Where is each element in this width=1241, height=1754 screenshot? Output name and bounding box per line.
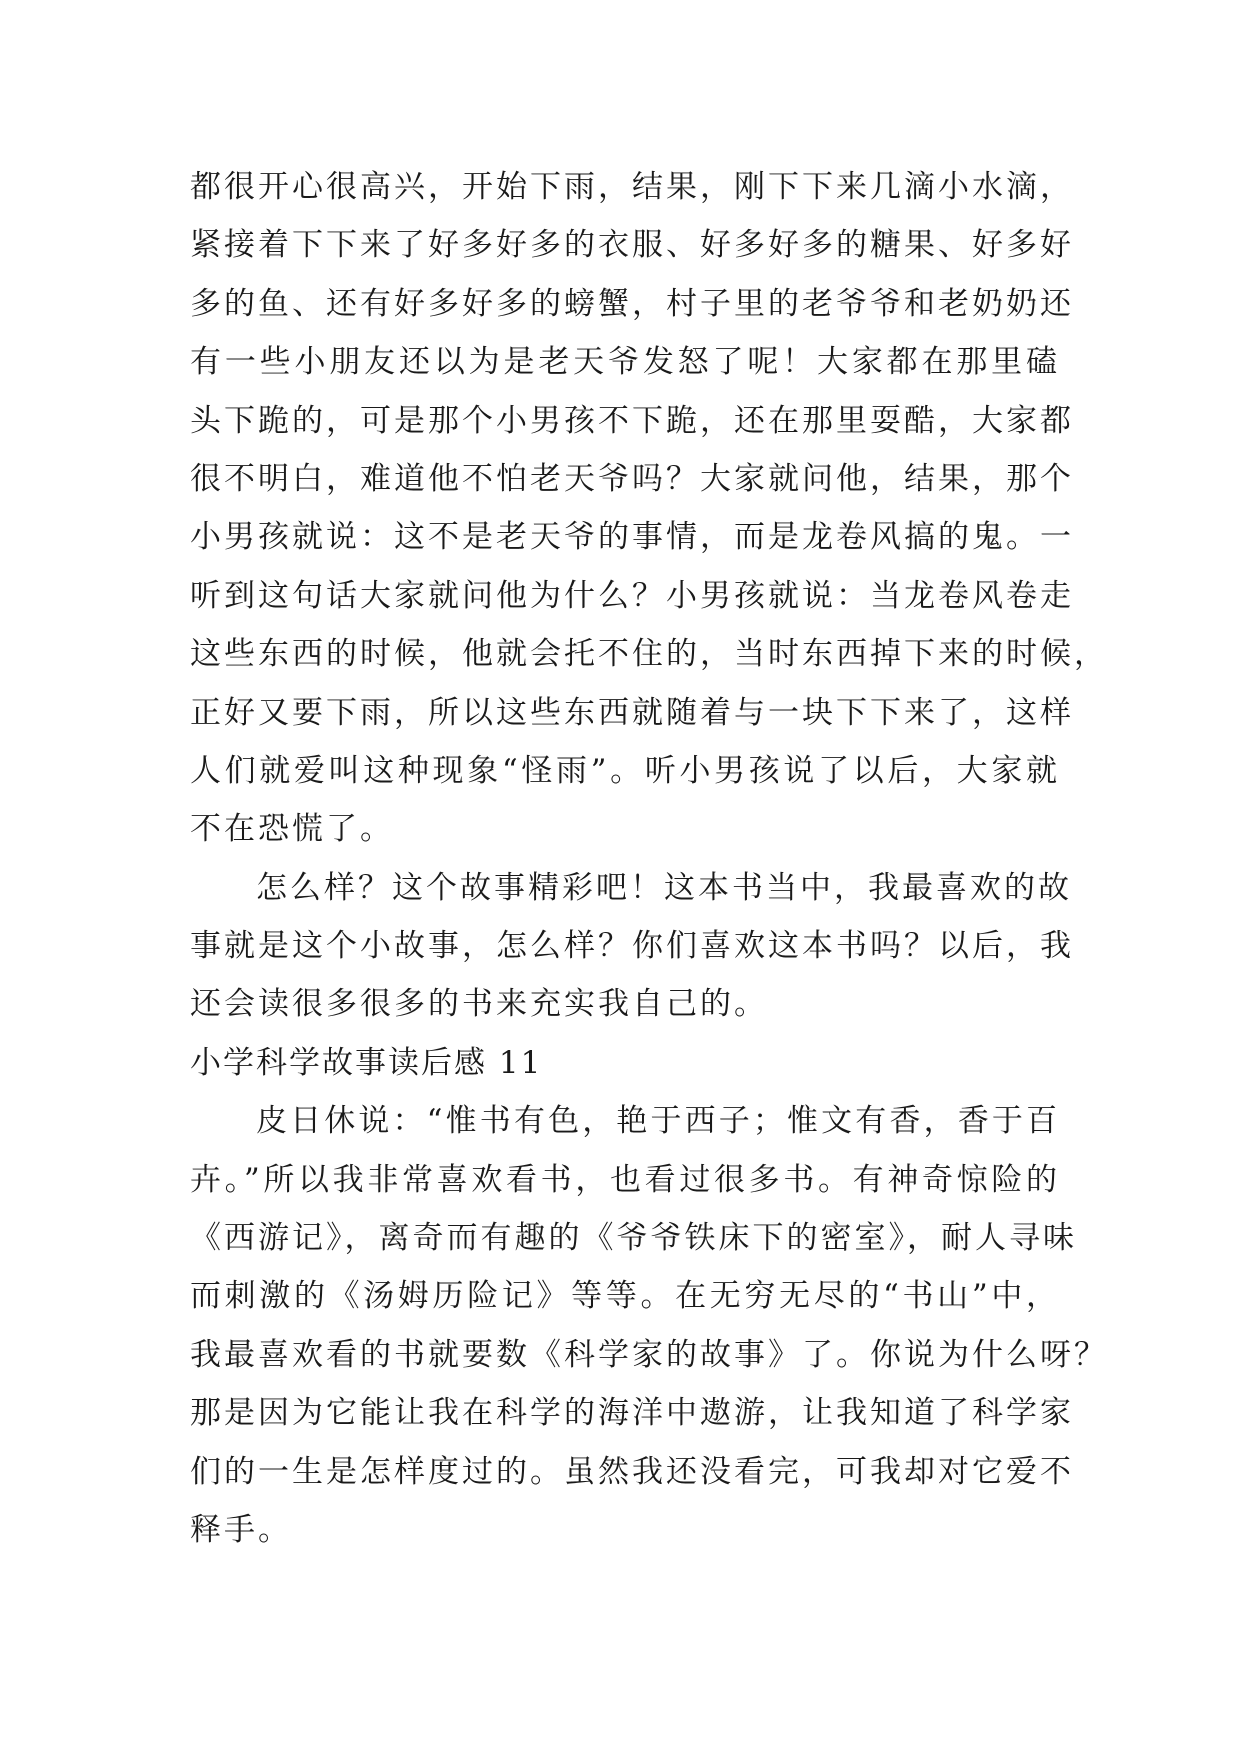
text-line: 释手。 — [190, 1511, 292, 1548]
text-line: 这些东西的时候，他就会托不住的，当时东西掉下来的时候， — [190, 636, 1108, 673]
text-line: 《西游记》，离奇而有趣的《爷爷铁床下的密室》，耐人寻味 — [190, 1220, 1077, 1257]
text-line: 多的鱼、还有好多好多的螃蟹，村子里的老爷爷和老奶奶还 — [190, 285, 1074, 322]
text-line: 正好又要下雨，所以这些东西就随着与一块下下来了，这样 — [190, 694, 1074, 731]
text-line: 很不明白，难道他不怕老天爷吗？大家就问他，结果，那个 — [190, 460, 1074, 497]
text-line: 紧接着下下来了好多好多的衣服、好多好多的糖果、好多好 — [190, 227, 1074, 264]
text-line: 都很开心很高兴，开始下雨，结果，刚下下来几滴小水滴， — [190, 169, 1074, 205]
text-line: 皮日休说：“惟书有色，艳于西子；惟文有香，香于百 — [256, 1103, 1060, 1140]
text-line: 还会读很多很多的书来充实我自己的。 — [190, 986, 768, 1023]
text-line: 有一些小朋友还以为是老天爷发怒了呢！大家都在那里磕 — [190, 344, 1060, 381]
text-line: 事就是这个小故事，怎么样？你们喜欢这本书吗？以后，我 — [190, 928, 1074, 965]
text-line: 卉。”所以我非常喜欢看书，也看过很多书。有神奇惊险的 — [190, 1161, 1060, 1198]
text-line: 人们就爱叫这种现象“怪雨”。听小男孩说了以后，大家就 — [190, 752, 1060, 789]
text-line: 不在恐慌了。 — [190, 811, 394, 848]
text-line: 怎么样？这个故事精彩吧！这本书当中，我最喜欢的故 — [256, 869, 1072, 906]
text-line: 我最喜欢看的书就要数《科学家的故事》了。你说为什么呀？ — [190, 1336, 1108, 1373]
text-line: 那是因为它能让我在科学的海洋中遨游，让我知道了科学家 — [190, 1395, 1074, 1432]
document-body — [190, 158, 1108, 1559]
text-line: 而刺激的《汤姆历险记》等等。在无穷无尽的“书山”中， — [190, 1278, 1060, 1315]
section-heading: 小学科学故事读后感 11 — [190, 1044, 543, 1081]
text-line: 听到这句话大家就问他为什么？小男孩就说：当龙卷风卷走 — [190, 577, 1074, 614]
text-line: 们的一生是怎样度过的。虽然我还没看完，可我却对它爱不 — [190, 1453, 1074, 1490]
text-line: 头下跪的，可是那个小男孩不下跪，还在那里耍酷，大家都 — [190, 402, 1074, 439]
text-line: 小男孩就说：这不是老天爷的事情，而是龙卷风搞的鬼。一 — [190, 519, 1074, 556]
